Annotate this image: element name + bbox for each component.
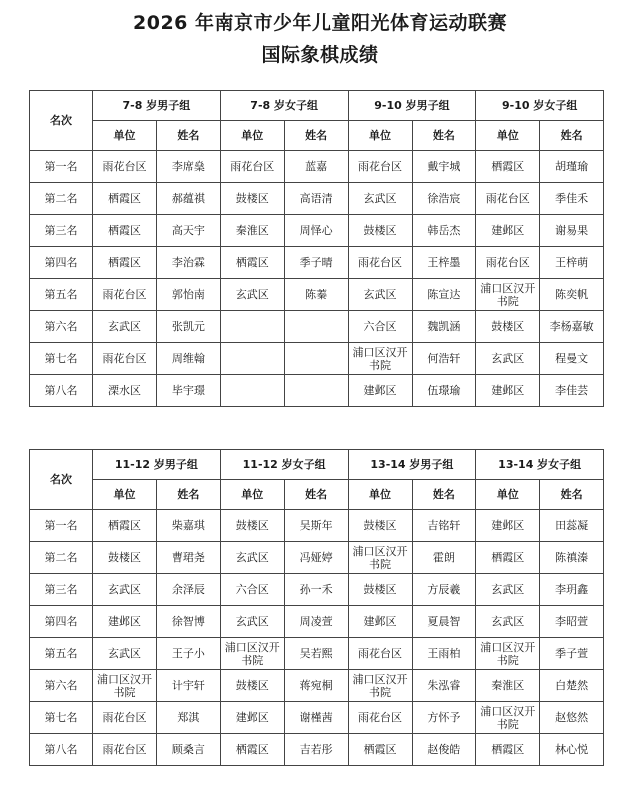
name-cell: 戴宇城 [412, 151, 476, 183]
name-cell: 胡瑾瑜 [540, 151, 604, 183]
name-cell: 顾桑言 [157, 734, 221, 766]
table-row [30, 279, 604, 311]
name-header: 姓名 [284, 121, 348, 151]
rank-cell: 第一名 [30, 151, 93, 183]
table-row [30, 215, 604, 247]
unit-cell: 雨花台区 [93, 343, 157, 375]
unit-cell: 玄武区 [93, 311, 157, 343]
name-cell: 计宇轩 [157, 670, 221, 702]
unit-cell: 建邺区 [476, 215, 540, 247]
page-title: 2026 年南京市少年儿童阳光体育运动联赛 [133, 12, 507, 34]
unit-cell: 浦口区汉开书院 [348, 343, 412, 375]
unit-header: 单位 [93, 121, 157, 151]
name-cell: 郑淇 [157, 702, 221, 734]
name-header: 姓名 [540, 121, 604, 151]
unit-cell: 玄武区 [220, 606, 284, 638]
group-header: 7-8 岁男子组 [93, 91, 221, 121]
unit-cell: 栖霞区 [93, 215, 157, 247]
name-cell: 夏晨智 [412, 606, 476, 638]
name-cell: 魏凯涵 [412, 311, 476, 343]
table-row [30, 702, 604, 734]
rank-cell: 第一名 [30, 510, 93, 542]
name-cell: 赵俊皓 [412, 734, 476, 766]
name-cell: 王雨柏 [412, 638, 476, 670]
rank-cell: 第五名 [30, 638, 93, 670]
table-row [30, 151, 604, 183]
unit-cell: 雨花台区 [476, 183, 540, 215]
unit-cell: 雨花台区 [348, 638, 412, 670]
rank-header: 名次 [30, 450, 93, 510]
name-cell: 方辰羲 [412, 574, 476, 606]
unit-cell: 栖霞区 [220, 734, 284, 766]
name-cell: 李玥鑫 [540, 574, 604, 606]
unit-cell [220, 311, 284, 343]
table-row [30, 247, 604, 279]
name-cell: 吉若彤 [284, 734, 348, 766]
name-cell: 冯娅婷 [284, 542, 348, 574]
unit-cell: 玄武区 [93, 574, 157, 606]
unit-cell [220, 343, 284, 375]
page-subtitle: 国际象棋成绩 [261, 44, 379, 66]
unit-header: 单位 [348, 121, 412, 151]
name-cell: 朱泓睿 [412, 670, 476, 702]
unit-header: 单位 [476, 480, 540, 510]
unit-header: 单位 [93, 480, 157, 510]
name-cell: 程曼文 [540, 343, 604, 375]
unit-cell: 建邺区 [348, 375, 412, 407]
name-cell [284, 375, 348, 407]
name-cell: 吉铭轩 [412, 510, 476, 542]
name-cell: 王子小 [157, 638, 221, 670]
name-cell: 毕宇璟 [157, 375, 221, 407]
unit-cell: 浦口区汉开书院 [476, 638, 540, 670]
rank-cell: 第八名 [30, 375, 93, 407]
name-header: 姓名 [157, 121, 221, 151]
unit-header: 单位 [220, 480, 284, 510]
name-cell: 李佳芸 [540, 375, 604, 407]
rank-cell: 第四名 [30, 247, 93, 279]
unit-cell: 六合区 [220, 574, 284, 606]
rank-cell: 第八名 [30, 734, 93, 766]
name-cell: 陈禛溱 [540, 542, 604, 574]
unit-cell: 栖霞区 [93, 183, 157, 215]
name-cell: 吴若熙 [284, 638, 348, 670]
name-cell: 王梓墨 [412, 247, 476, 279]
name-cell: 柴嘉琪 [157, 510, 221, 542]
name-cell: 谢易果 [540, 215, 604, 247]
unit-cell: 浦口区汉开书院 [348, 542, 412, 574]
name-cell: 何浩轩 [412, 343, 476, 375]
unit-cell: 玄武区 [220, 279, 284, 311]
name-cell: 季佳禾 [540, 183, 604, 215]
rank-cell: 第三名 [30, 574, 93, 606]
unit-cell: 建邺区 [93, 606, 157, 638]
unit-cell: 栖霞区 [476, 542, 540, 574]
name-cell: 徐浩宸 [412, 183, 476, 215]
unit-cell: 玄武区 [348, 183, 412, 215]
unit-header: 单位 [348, 480, 412, 510]
rank-cell: 第六名 [30, 670, 93, 702]
unit-cell: 雨花台区 [93, 734, 157, 766]
name-cell: 周凌萱 [284, 606, 348, 638]
name-cell: 高天宇 [157, 215, 221, 247]
unit-cell: 建邺区 [476, 375, 540, 407]
name-cell: 周怿心 [284, 215, 348, 247]
name-cell: 霍朗 [412, 542, 476, 574]
unit-cell: 栖霞区 [93, 247, 157, 279]
unit-cell: 栖霞区 [220, 247, 284, 279]
unit-cell: 玄武区 [348, 279, 412, 311]
unit-cell: 鼓楼区 [476, 311, 540, 343]
rank-cell: 第五名 [30, 279, 93, 311]
name-cell: 陈奕帆 [540, 279, 604, 311]
group-header: 13-14 岁男子组 [348, 450, 476, 480]
name-cell: 田蕊凝 [540, 510, 604, 542]
name-cell: 郭怡南 [157, 279, 221, 311]
name-cell: 孙一禾 [284, 574, 348, 606]
unit-cell: 浦口区汉开书院 [220, 638, 284, 670]
unit-cell: 秦淮区 [476, 670, 540, 702]
unit-cell: 建邺区 [220, 702, 284, 734]
name-cell [284, 311, 348, 343]
unit-header: 单位 [476, 121, 540, 151]
rank-header: 名次 [30, 91, 93, 151]
table-row [30, 311, 604, 343]
name-cell: 韩岳杰 [412, 215, 476, 247]
rank-cell: 第七名 [30, 343, 93, 375]
rank-cell: 第六名 [30, 311, 93, 343]
unit-cell: 雨花台区 [348, 702, 412, 734]
unit-cell: 溧水区 [93, 375, 157, 407]
name-cell: 蓝嘉 [284, 151, 348, 183]
table-row [30, 510, 604, 542]
unit-cell: 玄武区 [476, 343, 540, 375]
name-cell [284, 343, 348, 375]
name-cell: 伍璟瑜 [412, 375, 476, 407]
table-row [30, 574, 604, 606]
name-cell: 李席燊 [157, 151, 221, 183]
unit-cell: 玄武区 [476, 574, 540, 606]
unit-cell: 六合区 [348, 311, 412, 343]
unit-cell [220, 375, 284, 407]
unit-cell: 鼓楼区 [220, 670, 284, 702]
rank-cell: 第三名 [30, 215, 93, 247]
name-cell: 陈蓁 [284, 279, 348, 311]
table-row [30, 638, 604, 670]
unit-cell: 栖霞区 [348, 734, 412, 766]
unit-cell: 秦淮区 [220, 215, 284, 247]
unit-header: 单位 [220, 121, 284, 151]
unit-cell: 鼓楼区 [348, 510, 412, 542]
table-row [30, 542, 604, 574]
name-header: 姓名 [540, 480, 604, 510]
table-row [30, 183, 604, 215]
rank-cell: 第四名 [30, 606, 93, 638]
name-cell: 吴斯年 [284, 510, 348, 542]
name-cell: 郝蕴祺 [157, 183, 221, 215]
name-cell: 余泽辰 [157, 574, 221, 606]
unit-cell: 玄武区 [220, 542, 284, 574]
table-row [30, 343, 604, 375]
name-header: 姓名 [284, 480, 348, 510]
group-header: 9-10 岁男子组 [348, 91, 476, 121]
name-cell: 陈宣达 [412, 279, 476, 311]
name-cell: 周维翰 [157, 343, 221, 375]
name-cell: 李昭萱 [540, 606, 604, 638]
name-cell: 李治霖 [157, 247, 221, 279]
name-cell: 蒋宛桐 [284, 670, 348, 702]
unit-cell: 栖霞区 [476, 734, 540, 766]
table-row [30, 734, 604, 766]
name-cell: 徐智博 [157, 606, 221, 638]
name-cell: 曹珺尧 [157, 542, 221, 574]
unit-cell: 雨花台区 [348, 247, 412, 279]
name-header: 姓名 [412, 480, 476, 510]
rank-cell: 第二名 [30, 542, 93, 574]
group-header: 11-12 岁女子组 [220, 450, 348, 480]
name-cell: 高语清 [284, 183, 348, 215]
name-cell: 季子晴 [284, 247, 348, 279]
name-cell: 谢槿茜 [284, 702, 348, 734]
unit-cell: 鼓楼区 [93, 542, 157, 574]
name-header: 姓名 [157, 480, 221, 510]
group-header: 11-12 岁男子组 [93, 450, 221, 480]
unit-cell: 鼓楼区 [220, 183, 284, 215]
rank-cell: 第七名 [30, 702, 93, 734]
name-cell: 白楚然 [540, 670, 604, 702]
unit-cell: 雨花台区 [348, 151, 412, 183]
unit-cell: 鼓楼区 [348, 574, 412, 606]
unit-cell: 建邺区 [348, 606, 412, 638]
table-row [30, 670, 604, 702]
unit-cell: 浦口区汉开书院 [93, 670, 157, 702]
unit-cell: 雨花台区 [93, 702, 157, 734]
unit-cell: 浦口区汉开书院 [476, 702, 540, 734]
unit-cell: 雨花台区 [93, 151, 157, 183]
unit-cell: 雨花台区 [93, 279, 157, 311]
name-cell: 方怀予 [412, 702, 476, 734]
table-row [30, 606, 604, 638]
unit-cell: 建邺区 [476, 510, 540, 542]
unit-cell: 雨花台区 [220, 151, 284, 183]
unit-cell: 栖霞区 [93, 510, 157, 542]
unit-cell: 浦口区汉开书院 [476, 279, 540, 311]
rank-cell: 第二名 [30, 183, 93, 215]
name-cell: 李杨嘉敏 [540, 311, 604, 343]
unit-cell: 浦口区汉开书院 [348, 670, 412, 702]
unit-cell: 栖霞区 [476, 151, 540, 183]
name-cell: 王梓萌 [540, 247, 604, 279]
group-header: 7-8 岁女子组 [220, 91, 348, 121]
unit-cell: 鼓楼区 [220, 510, 284, 542]
unit-cell: 玄武区 [476, 606, 540, 638]
group-header: 13-14 岁女子组 [476, 450, 604, 480]
group-header: 9-10 岁女子组 [476, 91, 604, 121]
results-table-1 [29, 90, 604, 407]
name-cell: 林心悦 [540, 734, 604, 766]
name-header: 姓名 [412, 121, 476, 151]
name-cell: 张凯元 [157, 311, 221, 343]
name-cell: 季子萱 [540, 638, 604, 670]
table-row [30, 375, 604, 407]
results-table-2 [29, 449, 604, 766]
unit-cell: 鼓楼区 [348, 215, 412, 247]
unit-cell: 雨花台区 [476, 247, 540, 279]
name-cell: 赵悠然 [540, 702, 604, 734]
unit-cell: 玄武区 [93, 638, 157, 670]
